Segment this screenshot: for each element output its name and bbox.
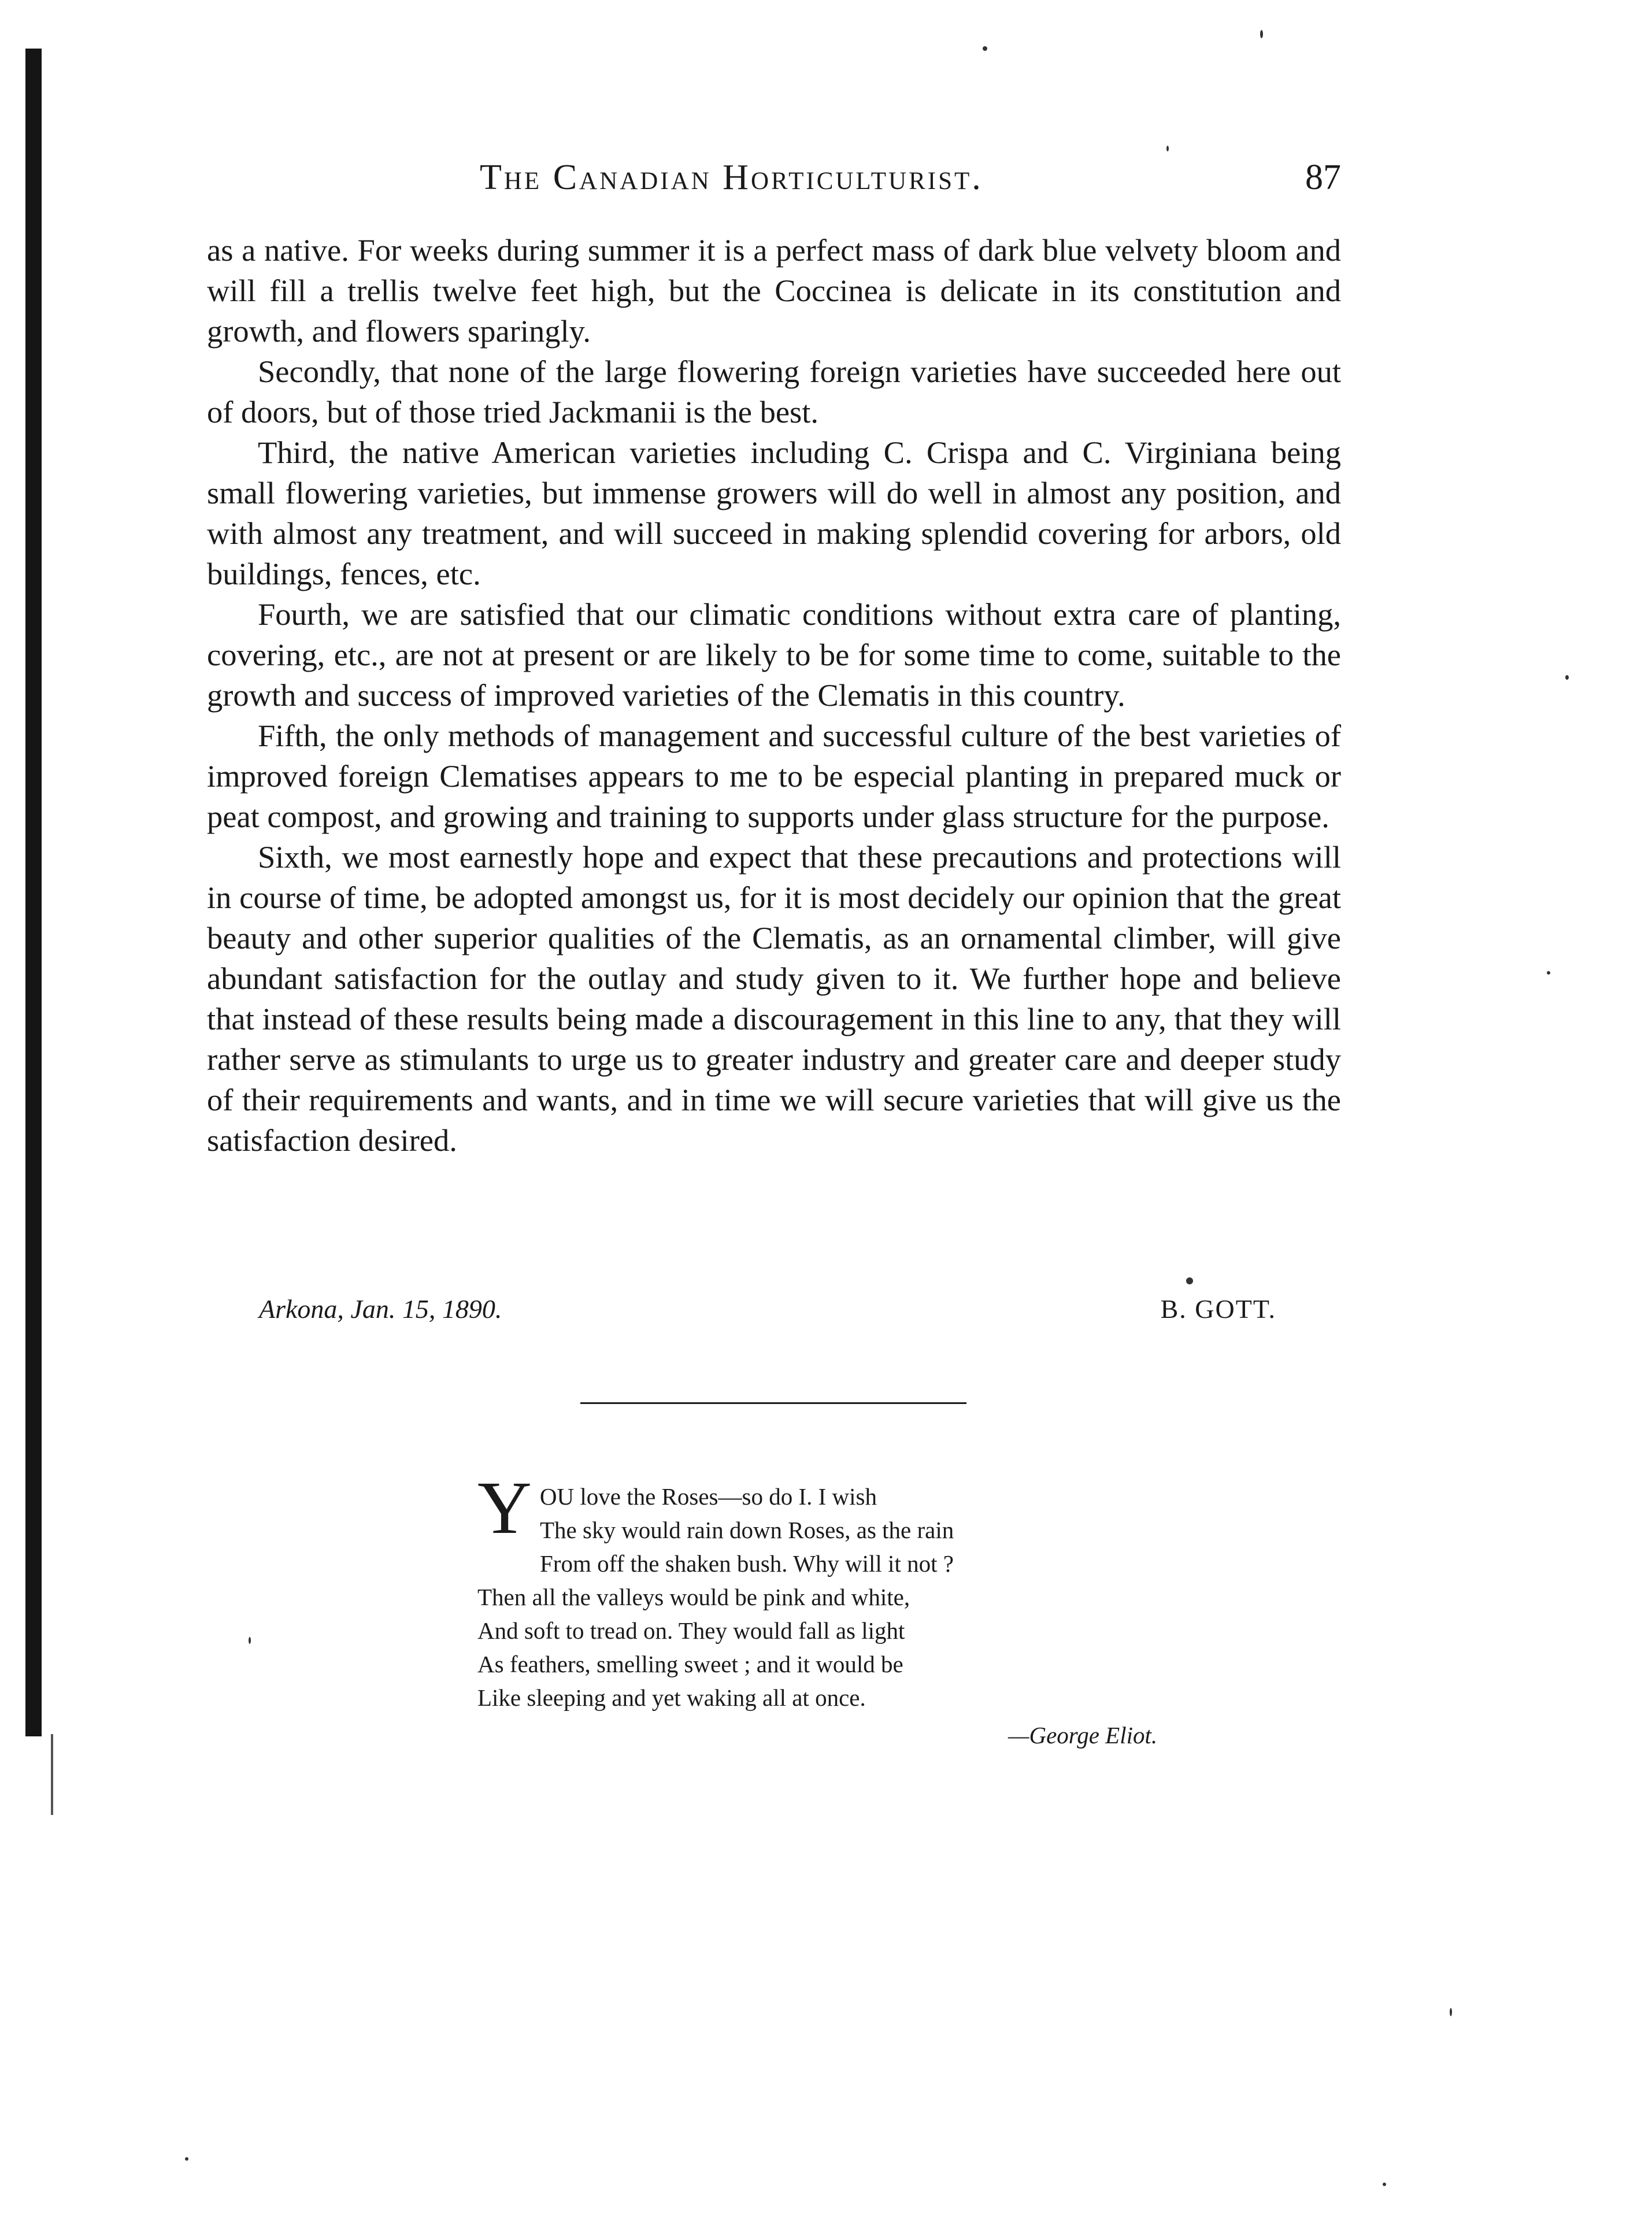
- poem-line: The sky would rain down Roses, as the rain: [540, 1517, 954, 1543]
- poem-line: Like sleeping and yet waking all at once.: [477, 1684, 866, 1711]
- paragraph: as a native. For weeks during summer it is a perfect mass of dark blue velvety bloom and will fill a trellis twelve feet high, but the Coccinea is delicate in its constitution and growth, and flowers sparingly.: [207, 232, 1341, 349]
- paragraph: Secondly, that none of the large flowering foreign varieties have succeeded here out of doors, but of those tried Jackmanii is the best.: [207, 354, 1341, 429]
- poem-line: As feathers, smelling sweet ; and it would be: [477, 1651, 903, 1677]
- drop-cap: Y: [477, 1466, 532, 1550]
- scan-speck: [1186, 1277, 1193, 1284]
- poem-line: From off the shaken bush. Why will it not ?: [540, 1550, 954, 1577]
- binding-shadow: [25, 49, 42, 1736]
- author-signature: B. GOTT.: [1160, 1294, 1276, 1324]
- article-body: [207, 230, 1341, 1161]
- scan-speck: [1166, 146, 1169, 151]
- place-date: Arkona, Jan. 15, 1890.: [259, 1294, 502, 1324]
- paragraph: Fourth, we are satisfied that our climatic conditions without extra care of planting, covering, etc., are not at present or are likely to be for some time to come, suitable to the growth and success of improved varieties of the Clematis in this country.: [207, 597, 1341, 713]
- article-signoff: [259, 1294, 1276, 1334]
- poem-line: And soft to tread on. They would fall as light: [477, 1617, 905, 1644]
- poem-line: Then all the valleys would be pink and white,: [477, 1584, 910, 1610]
- binding-mark: [51, 1734, 53, 1815]
- scan-speck: [983, 46, 987, 51]
- poem-attribution: —George Eliot.: [1008, 1722, 1158, 1749]
- poem-line: OU love the Roses—so do I. I wish: [539, 1483, 877, 1510]
- scan-speck: [1260, 30, 1263, 38]
- page-number: 87: [1305, 158, 1341, 197]
- section-divider: [580, 1402, 966, 1404]
- scan-speck: [249, 1637, 251, 1644]
- paragraph: Third, the native American varieties including C. Crispa and C. Virginiana being small flowering varieties, but immense growers will do well in almost any position, and with almost any treatment, and will succeed in making splendid covering for arbors, old buildings, fences, etc.: [207, 435, 1341, 591]
- scan-speck: [1565, 675, 1569, 680]
- scan-speck: [1383, 2183, 1386, 2186]
- journal-title: The Canadian Horticulturist.: [480, 158, 983, 197]
- scan-speck: [1450, 2008, 1452, 2016]
- running-head: [208, 157, 1341, 203]
- scan-speck: [185, 2157, 188, 2161]
- scan-speck: [1547, 971, 1550, 975]
- paragraph: Sixth, we most earnestly hope and expect that these precautions and protections will in course of time, be adopted amongst us, for it is most decidely our opinion that the great beauty and other superior qualities of the Clematis, as an ornamental climber, will give abundant satisfaction for the outlay and study given to it. We further hope and believe that instead of these results being made a discouragement in this line to any, that they will rather serve as stimulants to urge us to greater industry and greater care and deeper study of their requirements and wants, and in time we will secure varieties that will give us the satisfaction desired.: [207, 839, 1341, 1158]
- paragraph: Fifth, the only methods of management and successful culture of the best varieties of improved foreign Clematises appears to me to be especial planting in prepared muck or peat compost, and growing and training to supports under glass structure for the purpose.: [207, 718, 1341, 834]
- poem: [477, 1466, 1229, 1714]
